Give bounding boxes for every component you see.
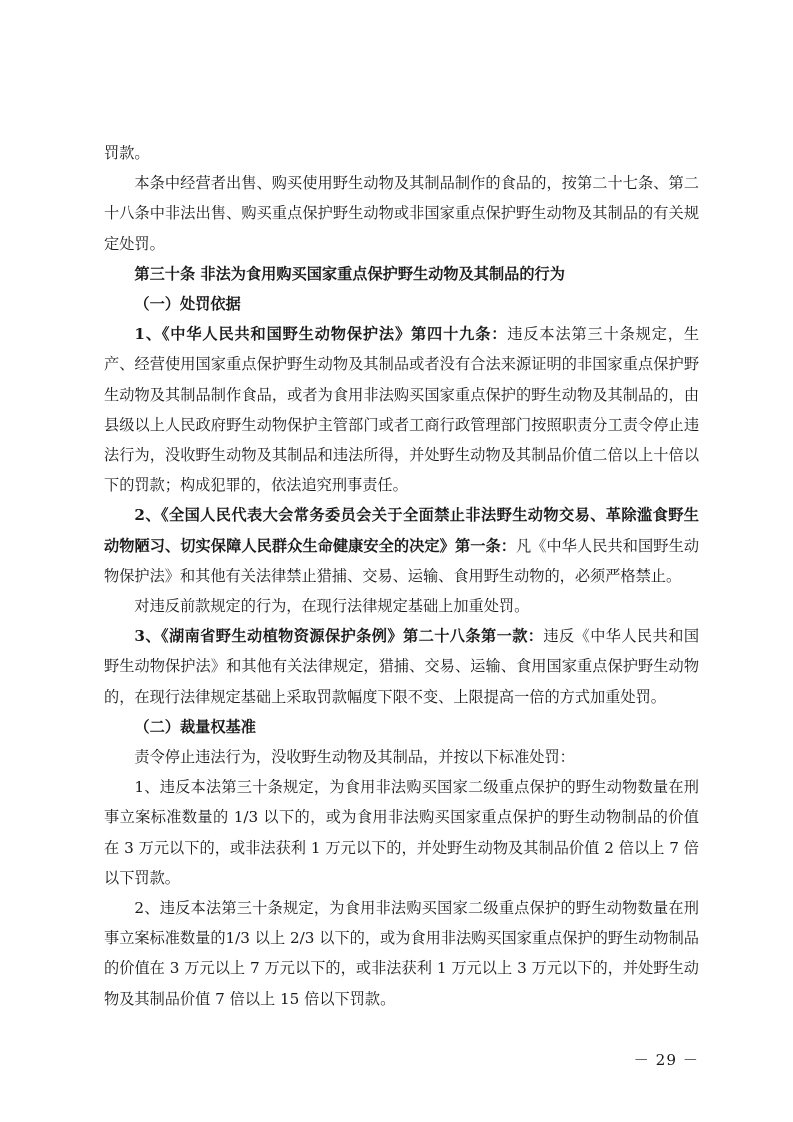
paragraph-item-3-text: 违反《中华人民共和国野生动物保护法》和其他有关法律规定，猎捕、交易、运输、食用国家重点保护野生动物的，在现行法律规定基础上采取罚款幅度下限不变、上限提高一倍的方式加重处罚。 [104,627,700,706]
paragraph-standard-2: 2、违反本法第三十条规定，为食用非法购买国家二级重点保护的野生动物数量在刑事立案标准数量的1/3 以上 2/3 以下的，或为食用非法购买国家重点保护的野生动物制品的价值在 3 万元以上 7 万元以下的，或非法获利 1 万元以上 3 万元以下的，并处野生动物及其制品价值 7 倍以上 15 倍以下罚款。 [104,899,699,1008]
paragraph-item-2-text: 凡《中华人民共和国野生动物保护法》和其他有关法律禁止猎捕、交易、运输、食用野生动物的，必须严格禁止。 [104,536,700,585]
paragraph-item-1 [104,319,699,500]
paragraph-standard-intro: 责令停止违法行为，没收野生动物及其制品，并按以下标准处罚： [134,748,575,767]
paragraph-item-2-continued: 对违反前款规定的行为，在现行法律规定基础上加重处罚。 [134,597,530,616]
section-heading-article-30: 第三十条 非法为食用购买国家重点保护野生动物及其制品的行为 [134,264,565,283]
paragraph-item-1-text: 违反本法第三十条规定，生产、经营使用国家重点保护野生动物及其制品或者没有合法来源证明的非国家重点保护野生动物及其制品制作食品，或者为食用非法购买国家重点保护的野生动物及其制品的，由县级以上人民政府野生动物保护主管部门或者工商行政管理部门按照职责分工责令停止违法行为，没收野生动物及其制品和违法所得，并处野生动物及其制品价值二倍以上十倍以下的罚款；构成犯罪的，依法追究刑事责任。 [104,325,699,495]
subheading-discretion-standard: （二）裁量权基准 [134,717,256,736]
paragraph-item-2 [104,500,699,591]
paragraph-item-1-citation: 1、《中华人民共和国野生动物保护法》第四十九条： [134,325,508,344]
paragraph-item-3-citation: 3、《湖南省野生动植物资源保护条例》第二十八条第一款： [134,627,544,646]
paragraph-1: 罚款。 [104,144,150,162]
paragraph-item-3 [104,621,699,712]
subheading-penalty-basis: （一）处罚依据 [134,295,241,314]
page-number: － 29 － [633,1051,699,1069]
document-body [104,138,699,1014]
paragraph-item-2-citation: 2、《全国人民代表大会常务委员会关于全面禁止非法野生动物交易、革除滥食野生动物陋习、切实保障人民群众生命健康安全的决定》第一条： [104,506,699,555]
paragraph-2: 本条中经营者出售、购买使用野生动物及其制品制作的食品的，按第二十七条、第二十八条中非法出售、购买重点保护野生动物或非国家重点保护野生动物及其制品的有关规定处罚。 [104,174,699,253]
paragraph-standard-1: 1、违反本法第三十条规定，为食用非法购买国家二级重点保护的野生动物数量在刑事立案标准数量的 1/3 以下的，或为食用非法购买国家重点保护的野生动物制品的价值在 3 万元以下的，或非法获利 1 万元以下的，并处野生动物及其制品价值 2 倍以上 7 倍以下罚款。 [104,778,699,887]
